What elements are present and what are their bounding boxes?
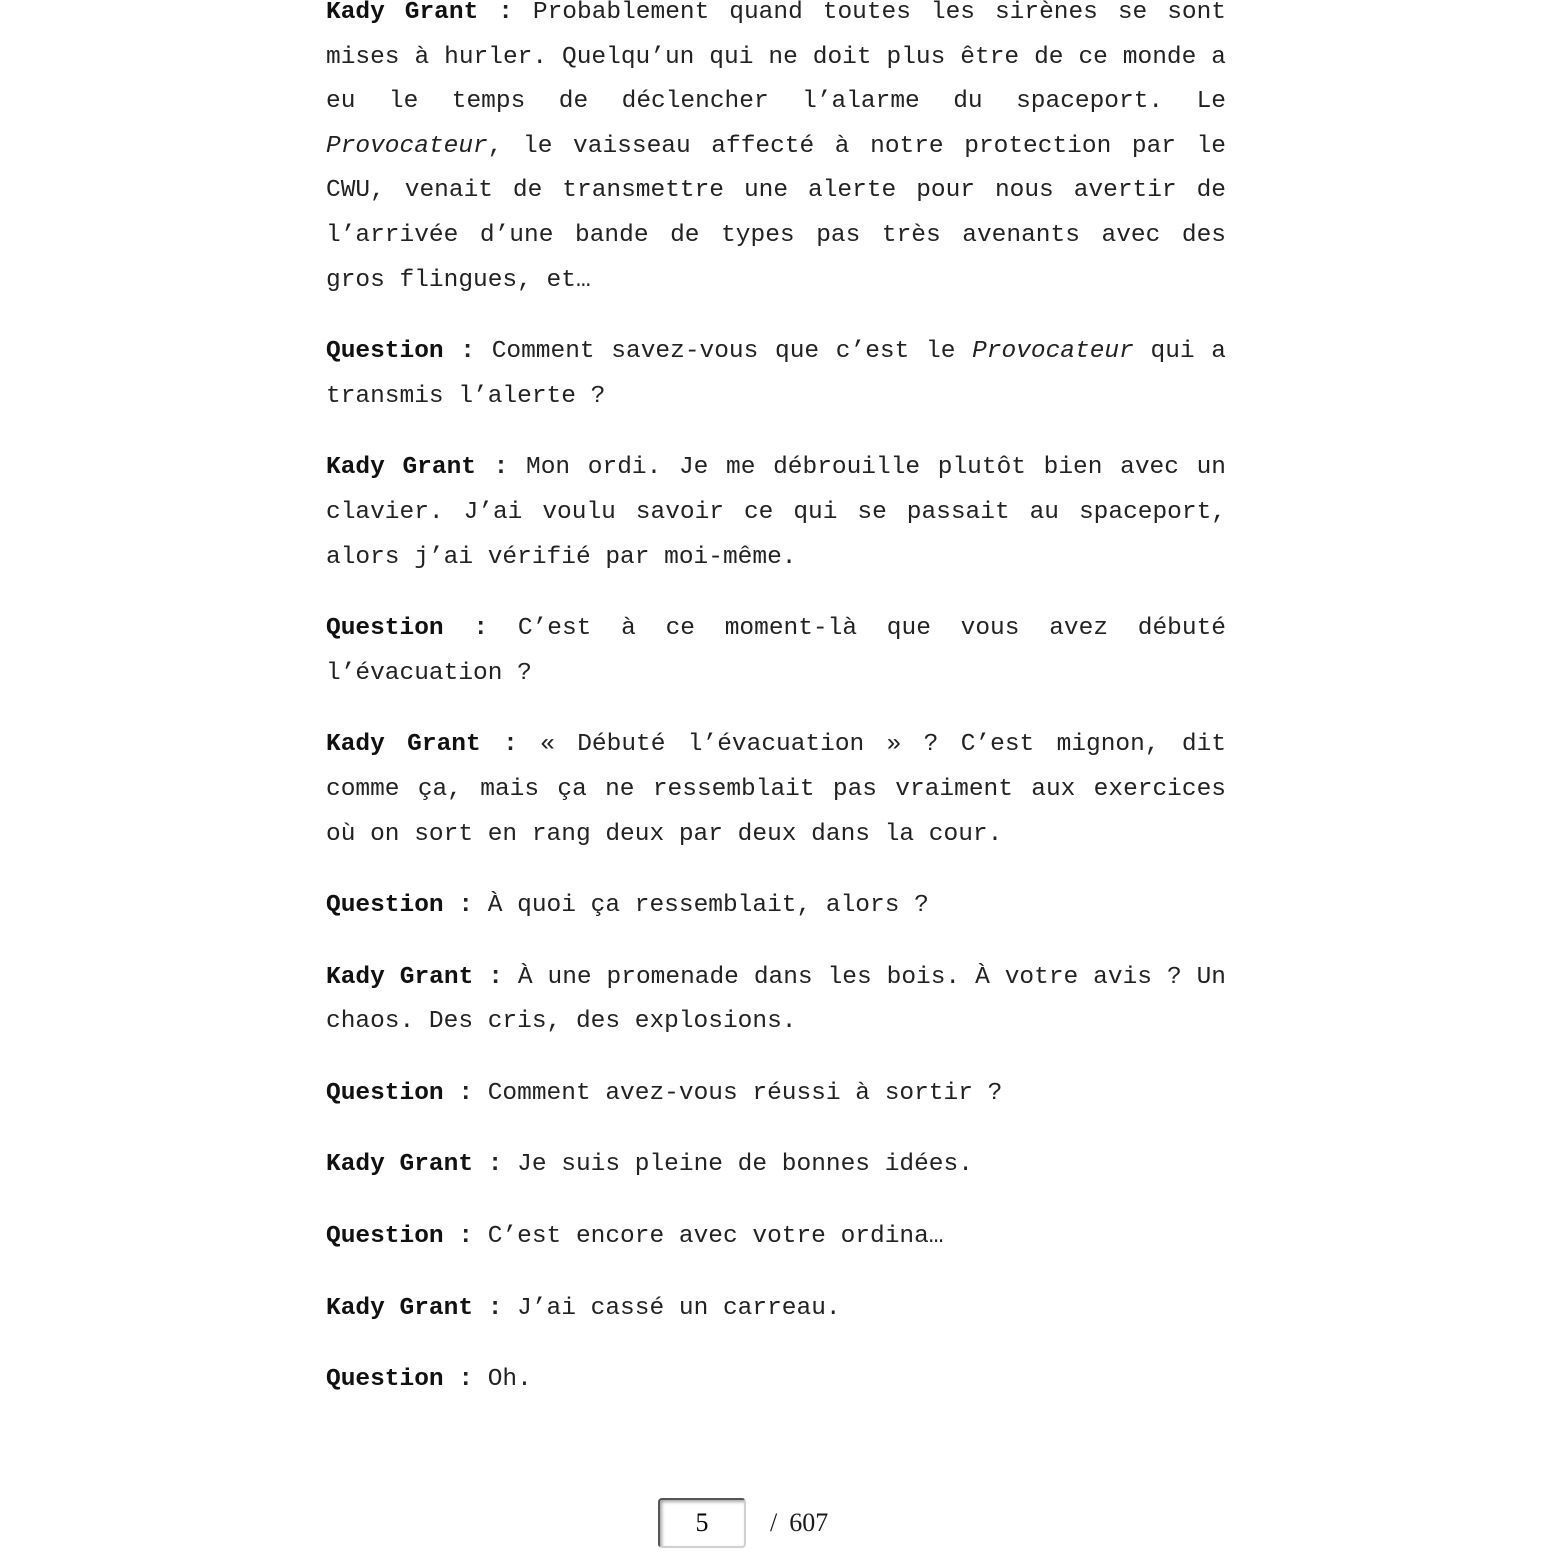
dialogue-text: J’ai cassé un carreau.	[517, 1294, 841, 1322]
speaker-label: Kady Grant	[326, 963, 474, 991]
page-separator: /	[770, 1508, 778, 1537]
speaker-separator: :	[475, 454, 527, 482]
speaker-separator: :	[443, 1079, 488, 1107]
dialogue-paragraph	[326, 1143, 1226, 1188]
speaker-separator: :	[473, 1294, 518, 1322]
page-navigator	[658, 1496, 828, 1550]
speaker-separator: :	[443, 338, 492, 366]
total-pages: 607	[789, 1508, 829, 1537]
speaker-label: Kady Grant	[326, 1151, 474, 1179]
speaker-label: Question	[326, 338, 444, 366]
dialogue-text: Comment avez-vous réussi à sortir ?	[487, 1079, 1003, 1107]
speaker-label: Question	[326, 1366, 444, 1394]
speaker-separator: :	[443, 1223, 488, 1251]
dialogue-paragraph	[326, 884, 1226, 929]
speaker-separator: :	[480, 731, 541, 759]
transcript-text	[326, 0, 1226, 1430]
dialogue-text: C’est encore avec votre ordina…	[487, 1223, 944, 1251]
dialogue-paragraph	[326, 446, 1226, 580]
speaker-label: Question	[326, 1079, 444, 1107]
dialogue-text: qui a transmis l’alerte ?	[326, 338, 1227, 410]
dialogue-paragraph	[326, 956, 1226, 1045]
dialogue-paragraph	[326, 330, 1226, 419]
italic-text: Provocateur	[972, 338, 1134, 366]
dialogue-text: « Débuté l’évacuation » ? C’est mignon, dit comme ça, mais ça ne ressemblait pas vraiment aux exercices où on sort en rang deux par deux dans la cour.	[326, 731, 1227, 848]
dialogue-text: C’est à ce moment-là que vous avez débuté l’évacuation ?	[326, 615, 1226, 687]
dialogue-paragraph	[326, 0, 1226, 303]
speaker-separator: :	[443, 892, 488, 920]
dialogue-paragraph	[326, 723, 1226, 857]
dialogue-text: À une promenade dans les bois. À votre avis ? Un chaos. Des cris, des explosions.	[326, 963, 1226, 1036]
speaker-label: Question	[326, 615, 444, 643]
speaker-label: Kady Grant	[326, 454, 476, 482]
dialogue-text: Comment savez-vous que c’est le	[491, 338, 973, 366]
speaker-separator: :	[473, 1151, 518, 1179]
page-number-input[interactable]	[658, 1498, 746, 1548]
dialogue-paragraph	[326, 1287, 1226, 1332]
speaker-label: Kady Grant	[326, 1294, 474, 1322]
dialogue-paragraph	[326, 1215, 1226, 1260]
dialogue-text: À quoi ça ressemblait, alors ?	[487, 892, 929, 920]
speaker-label: Kady Grant	[326, 0, 479, 26]
speaker-separator: :	[443, 615, 518, 643]
dialogue-text: Probablement quand toutes les sirènes se sont mises à hurler. Quelqu’un qui ne doit plus être de ce monde a eu le temps de déclencher l’alarme du spaceport. Le	[326, 0, 1226, 116]
speaker-separator: :	[478, 0, 533, 26]
speaker-separator: :	[443, 1366, 488, 1394]
dialogue-paragraph	[326, 1358, 1226, 1403]
dialogue-paragraph	[326, 1072, 1226, 1117]
dialogue-text: Je suis pleine de bonnes idées.	[517, 1151, 973, 1179]
italic-text: Provocateur	[326, 132, 488, 160]
dialogue-text: Mon ordi. Je me débrouille plutôt bien avec un clavier. J’ai voulu savoir ce qui se passait au spaceport, alors j’ai vérifié par moi-même.	[326, 454, 1226, 571]
speaker-separator: :	[473, 963, 518, 991]
speaker-label: Kady Grant	[326, 731, 481, 759]
speaker-label: Question	[326, 1223, 444, 1251]
dialogue-paragraph	[326, 607, 1226, 696]
dialogue-text: Oh.	[487, 1366, 532, 1394]
speaker-label: Question	[326, 892, 444, 920]
dialogue-text: , le vaisseau affecté à notre protection par le CWU, venait de transmettre une alerte pour nous avertir de l’arrivée d’une bande de types pas très avenants avec des gros flingues, et…	[326, 132, 1226, 294]
